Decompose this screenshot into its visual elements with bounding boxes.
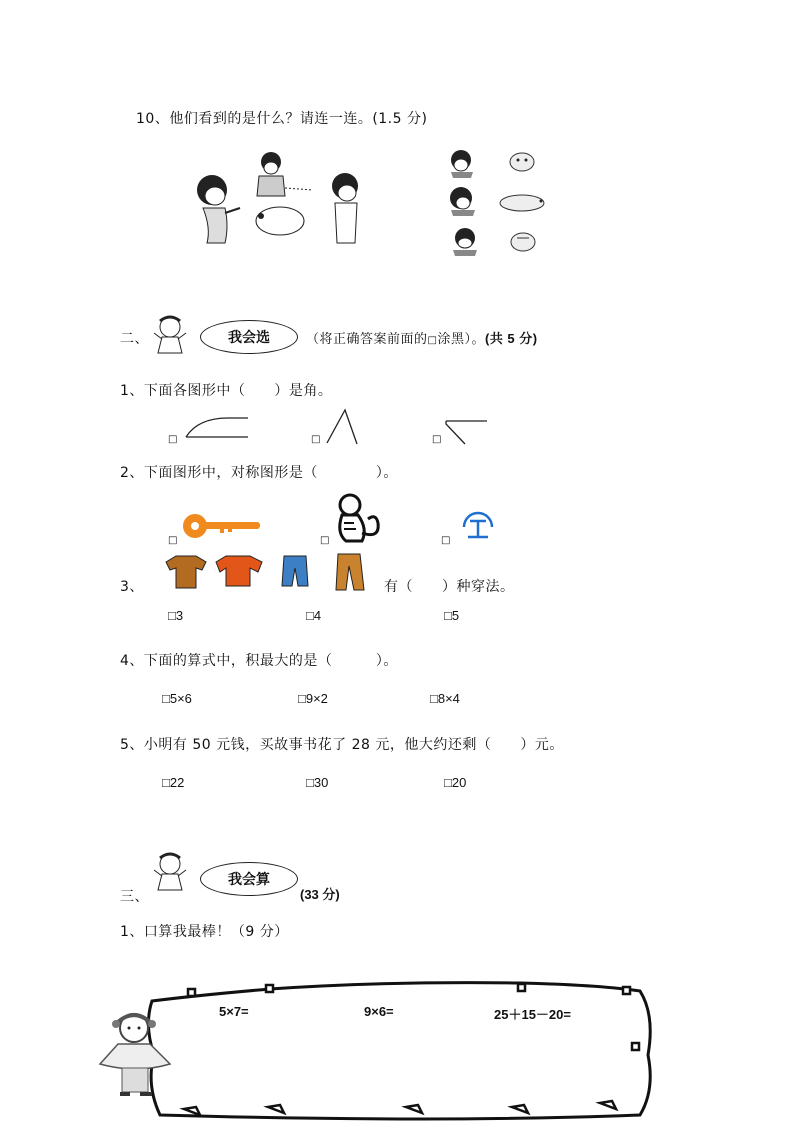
q4-text: 4、下面的算式中，积最大的是（ ）。 [120,653,398,669]
kid-face-icon [450,187,475,216]
section2-number: 二、 [120,331,149,347]
calc-item-1: 5×7= [219,1004,249,1019]
section2-instruction [306,328,538,347]
q3-1-text: 1、口算我最棒！（9 分） [120,924,289,940]
q1-option-c-checkbox[interactable]: □ [432,434,442,445]
kid-face-icon [453,228,477,256]
section2-points: (共 5 分) [484,331,538,346]
q1-figure-curve [184,416,249,438]
q1-figure-angle [325,408,360,446]
q10-scene-illustration [185,148,375,248]
clothes-illustration [162,552,372,592]
q4-option-c[interactable]: □8×4 [430,691,460,706]
q5-option-c[interactable]: □20 [444,775,467,790]
calc-item-2: 9×6= [364,1004,394,1019]
q5-option-b[interactable]: □30 [306,775,329,790]
q2-option-a-checkbox[interactable]: □ [168,535,178,546]
q1-option-b-checkbox[interactable]: □ [311,434,321,445]
q3-option-c[interactable]: □5 [444,608,460,623]
section2-title-bubble [200,320,298,354]
mascot-icon [150,850,195,895]
section2-title: 我会选 [228,330,270,346]
q1-text: 1、下面各图形中（ ）是角。 [120,383,333,399]
section3-title: 我会算 [228,872,270,888]
q4-option-a[interactable]: □5×6 [162,691,192,706]
stamp-icon [460,507,496,543]
q5-text: 5、小明有 50 元钱，买故事书花了 28 元，他大约还剩（ ）元。 [120,737,564,753]
section3-points: (33 分) [300,887,340,902]
guinea-pig-side-icon [500,195,544,211]
section2-instruction-pre: （将正确答案前面的 [306,332,428,347]
calc-frame [140,975,660,1122]
q3-suffix: 有（ ）种穿法。 [384,579,515,595]
guinea-pig-back-icon [511,233,535,251]
key-icon [182,512,262,540]
section3-title-bubble [200,862,298,896]
q1-option-a-checkbox[interactable]: □ [168,434,178,445]
section2-instruction-post: 涂黑）。 [437,332,485,347]
q1-figure-line-angle [445,420,489,446]
q2-text: 2、下面图形中，对称图形是（ ）。 [120,465,398,481]
q4-option-b[interactable]: □9×2 [298,691,328,706]
kid-face-icon [451,150,473,178]
section3-number: 三、 [120,889,149,905]
q3-option-b[interactable]: □4 [306,608,322,623]
girl-doll-illustration [96,1008,180,1103]
guinea-pig-front-icon [510,153,534,171]
mascot-icon [150,313,195,358]
q2-option-b-checkbox[interactable]: □ [320,535,330,546]
q5-option-a[interactable]: □22 [162,775,185,790]
section2-instruction-box: □ [427,335,438,346]
q3-option-a[interactable]: □3 [168,608,184,623]
q10-text: 10、他们看到的是什么？请连一连。(1.5 分) [136,111,428,127]
calc-item-3: 25＋15－20= [494,1007,571,1022]
q2-option-c-checkbox[interactable]: □ [441,535,451,546]
monkey-icon [328,493,384,543]
q3-prefix: 3、 [120,579,144,595]
q10-answer-images [445,150,550,260]
